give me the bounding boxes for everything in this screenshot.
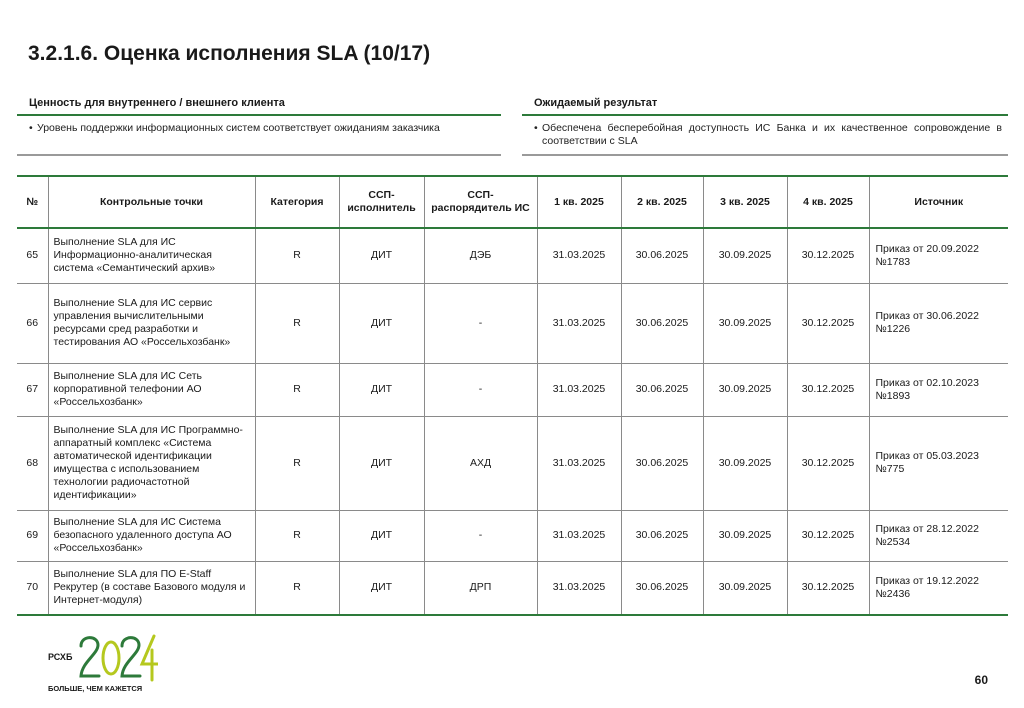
row-q4: 30.12.2025 (787, 416, 869, 510)
row-q4: 30.12.2025 (787, 561, 869, 615)
row-q1: 31.03.2025 (537, 228, 621, 283)
header-num: № (17, 176, 48, 228)
header-category: Категория (255, 176, 339, 228)
row-source: Приказ от 28.12.2022 №2534 (869, 510, 1008, 561)
table-row (17, 283, 1008, 363)
row-category: R (255, 228, 339, 283)
table-row (17, 228, 1008, 283)
row-executor: ДИТ (339, 283, 424, 363)
row-owner: - (424, 363, 537, 416)
row-checkpoint: Выполнение SLA для ИС Программно-аппаратный комплекс «Система автоматической идентификации имущества с использованием технологии радиочастотной идентификации» (48, 416, 255, 510)
expected-result-text: Обеспечена бесперебойная доступность ИС Банка и их качественное сопровождение в соответствии с SLA (542, 122, 1002, 147)
row-owner: - (424, 510, 537, 561)
row-category: R (255, 283, 339, 363)
row-q3: 30.09.2025 (703, 561, 787, 615)
header-owner: ССП-распорядитель ИС (424, 176, 537, 228)
row-num: 70 (17, 561, 48, 615)
row-owner: ДРП (424, 561, 537, 615)
row-source: Приказ от 05.03.2023 №775 (869, 416, 1008, 510)
row-q2: 30.06.2025 (621, 228, 703, 283)
row-q4: 30.12.2025 (787, 283, 869, 363)
table-row (17, 363, 1008, 416)
table-header-row (17, 176, 1008, 228)
row-q3: 30.09.2025 (703, 363, 787, 416)
row-executor: ДИТ (339, 561, 424, 615)
row-num: 67 (17, 363, 48, 416)
client-value-block (17, 97, 501, 156)
row-q2: 30.06.2025 (621, 510, 703, 561)
row-q4: 30.12.2025 (787, 363, 869, 416)
client-value-body (17, 116, 501, 156)
logo-brand: РСХБ (48, 652, 73, 662)
header-source: Источник (869, 176, 1008, 228)
row-q1: 31.03.2025 (537, 363, 621, 416)
row-q2: 30.06.2025 (621, 363, 703, 416)
table-row (17, 510, 1008, 561)
row-q4: 30.12.2025 (787, 510, 869, 561)
expected-result-block (522, 97, 1008, 156)
expected-result-body (522, 116, 1008, 156)
row-num: 69 (17, 510, 48, 561)
row-q3: 30.09.2025 (703, 510, 787, 561)
logo-tagline: БОЛЬШЕ, ЧЕМ КАЖЕТСЯ (48, 684, 143, 693)
header-q3: 3 кв. 2025 (703, 176, 787, 228)
page-number: 60 (974, 673, 988, 687)
row-checkpoint: Выполнение SLA для ИС Информационно-аналитическая система «Семантический архив» (48, 228, 255, 283)
row-source: Приказ от 20.09.2022 №1783 (869, 228, 1008, 283)
row-owner: - (424, 283, 537, 363)
row-source: Приказ от 02.10.2023 №1893 (869, 363, 1008, 416)
table-row (17, 416, 1008, 510)
row-q1: 31.03.2025 (537, 416, 621, 510)
row-checkpoint: Выполнение SLA для ИС сервис управления вычислительными ресурсами сред разработки и тестирования АО «Россельхозбанк» (48, 283, 255, 363)
client-value-text: Уровень поддержки информационных систем соответствует ожиданиям заказчика (37, 122, 440, 134)
row-checkpoint: Выполнение SLA для ИС Сеть корпоративной телефонии АО «Россельхозбанк» (48, 363, 255, 416)
row-executor: ДИТ (339, 363, 424, 416)
row-executor: ДИТ (339, 416, 424, 510)
client-value-heading: Ценность для внутреннего / внешнего клиента (17, 97, 501, 116)
header-q2: 2 кв. 2025 (621, 176, 703, 228)
header-executor: ССП-исполнитель (339, 176, 424, 228)
row-category: R (255, 363, 339, 416)
row-source: Приказ от 30.06.2022 №1226 (869, 283, 1008, 363)
header-q1: 1 кв. 2025 (537, 176, 621, 228)
row-source: Приказ от 19.12.2022 №2436 (869, 561, 1008, 615)
header-q4: 4 кв. 2025 (787, 176, 869, 228)
row-q3: 30.09.2025 (703, 283, 787, 363)
row-num: 66 (17, 283, 48, 363)
row-q3: 30.09.2025 (703, 228, 787, 283)
sla-table (17, 175, 1008, 616)
row-q1: 31.03.2025 (537, 510, 621, 561)
row-num: 68 (17, 416, 48, 510)
row-q3: 30.09.2025 (703, 416, 787, 510)
row-q4: 30.12.2025 (787, 228, 869, 283)
row-checkpoint: Выполнение SLA для ИС Система безопасного удаленного доступа АО «Россельхозбанк» (48, 510, 255, 561)
row-num: 65 (17, 228, 48, 283)
row-q2: 30.06.2025 (621, 416, 703, 510)
expected-result-heading: Ожидаемый результат (522, 97, 1008, 116)
header-checkpoint: Контрольные точки (48, 176, 255, 228)
table-row (17, 561, 1008, 615)
row-category: R (255, 561, 339, 615)
page-title: 3.2.1.6. Оценка исполнения SLA (10/17) (28, 42, 431, 65)
row-executor: ДИТ (339, 228, 424, 283)
row-q2: 30.06.2025 (621, 561, 703, 615)
row-owner: АХД (424, 416, 537, 510)
rshb-2024-logo (48, 632, 158, 694)
row-owner: ДЭБ (424, 228, 537, 283)
row-category: R (255, 416, 339, 510)
row-category: R (255, 510, 339, 561)
row-q1: 31.03.2025 (537, 283, 621, 363)
bullet-marker: • (534, 122, 538, 134)
logo-year-graphic (78, 632, 158, 682)
row-q2: 30.06.2025 (621, 283, 703, 363)
bullet-marker: • (29, 122, 33, 134)
row-q1: 31.03.2025 (537, 561, 621, 615)
row-checkpoint: Выполнение SLA для ПО E-Staff Рекрутер (в составе Базового модуля и Интернет-модуля) (48, 561, 255, 615)
row-executor: ДИТ (339, 510, 424, 561)
